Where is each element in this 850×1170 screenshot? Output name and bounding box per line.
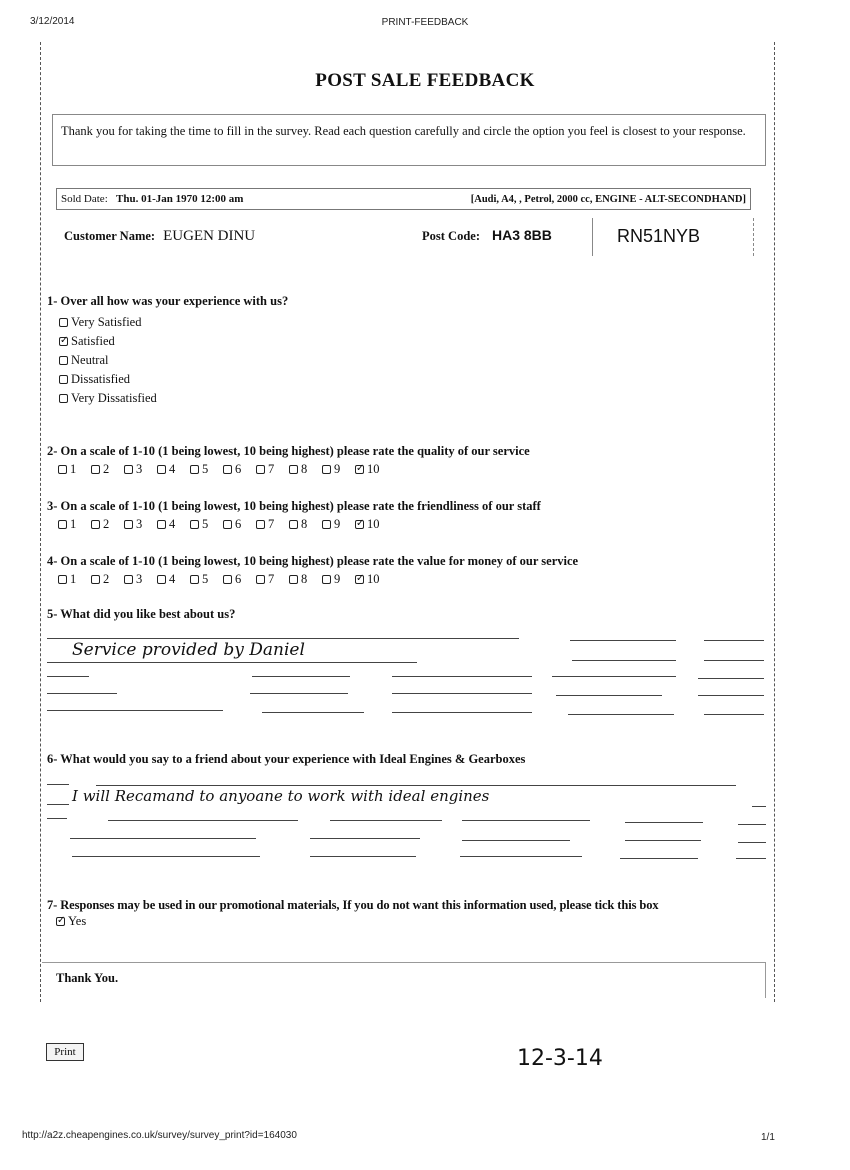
q4-option[interactable]: 2 — [91, 572, 124, 587]
checkbox-icon[interactable] — [322, 520, 331, 529]
checkbox-icon[interactable] — [322, 465, 331, 474]
checkbox-checked-icon[interactable] — [56, 917, 65, 926]
answer-line — [704, 714, 764, 715]
answer-line — [47, 710, 223, 711]
q2-option[interactable]: 4 — [157, 462, 190, 477]
answer-line — [460, 856, 582, 857]
checkbox-icon[interactable] — [223, 575, 232, 584]
q4-option[interactable]: 3 — [124, 572, 157, 587]
q3-option[interactable]: 6 — [223, 517, 256, 532]
q1-option[interactable] — [59, 370, 157, 389]
question-2: 2- On a scale of 1-10 (1 being lowest, 10 being highest) please rate the quality of our service — [47, 444, 530, 458]
q1-option-label: Very Satisfied — [71, 315, 142, 329]
question-6: 6- What would you say to a friend about your experience with Ideal Engines & Gearboxes — [47, 752, 526, 766]
checkbox-icon[interactable] — [58, 465, 67, 474]
checkbox-icon[interactable] — [223, 465, 232, 474]
checkbox-icon[interactable] — [58, 520, 67, 529]
checkbox-checked-icon[interactable] — [59, 337, 68, 346]
checkbox-icon[interactable] — [289, 465, 298, 474]
q3-option[interactable]: 3 — [124, 517, 157, 532]
answer-line — [625, 822, 703, 823]
checkbox-icon[interactable] — [256, 520, 265, 529]
checkbox-icon[interactable] — [59, 394, 68, 403]
print-title: PRINT-FEEDBACK — [381, 17, 469, 28]
answer-line — [70, 838, 256, 839]
post-code — [422, 227, 552, 245]
post-code-label: Post Code: — [422, 229, 480, 243]
checkbox-icon[interactable] — [256, 465, 265, 474]
answer-line — [738, 842, 766, 843]
q3-option[interactable]: 8 — [289, 517, 322, 532]
answer-line — [462, 840, 570, 841]
q4-option[interactable]: 9 — [322, 572, 355, 587]
answer-line — [310, 838, 420, 839]
answer-line — [738, 824, 766, 825]
checkbox-icon[interactable] — [322, 575, 331, 584]
q2-option[interactable]: ✓ 10 — [355, 462, 388, 477]
answer-line — [47, 784, 69, 785]
checkbox-icon[interactable] — [289, 575, 298, 584]
answer-line — [47, 676, 89, 677]
checkbox-icon[interactable] — [124, 520, 133, 529]
answer-line — [698, 678, 764, 679]
q3-option[interactable]: 2 — [91, 517, 124, 532]
q1-options — [59, 313, 157, 408]
answer-line — [570, 640, 676, 641]
form-title: POST SALE FEEDBACK — [315, 70, 535, 91]
print-button[interactable]: Print — [46, 1043, 84, 1061]
checkbox-icon[interactable] — [59, 318, 68, 327]
question-1: 1- Over all how was your experience with us? — [47, 294, 289, 308]
answer-line — [96, 785, 736, 786]
sold-date-label: Sold Date: — [61, 193, 108, 205]
customer-name — [64, 227, 255, 245]
checkbox-icon[interactable] — [256, 575, 265, 584]
thank-you-box — [42, 962, 766, 998]
page-number: 1/1 — [761, 1132, 775, 1143]
q4-option[interactable]: 6 — [223, 572, 256, 587]
q1-option[interactable] — [59, 332, 157, 351]
question-7: 7- Responses may be used in our promotional materials, If you do not want this information used, please tick this box — [47, 898, 659, 912]
q1-option[interactable] — [59, 389, 157, 408]
answer-line — [330, 820, 442, 821]
answer-line — [568, 714, 674, 715]
q4-option[interactable]: 8 — [289, 572, 322, 587]
q3-option[interactable]: ✓ 10 — [355, 517, 388, 532]
customer-name-label: Customer Name: — [64, 229, 156, 243]
answer-line — [72, 856, 260, 857]
checkbox-icon[interactable] — [190, 575, 199, 584]
checkbox-checked-icon[interactable] — [355, 575, 364, 584]
q6-handwritten-answer: I will Recamand to anyoane to work with ideal engines — [72, 787, 490, 805]
q3-option[interactable]: 7 — [256, 517, 289, 532]
answer-line — [462, 820, 590, 821]
answer-line — [552, 676, 676, 677]
intro-text: Thank you for taking the time to fill in the survey. Read each question carefully and circle the option you feel is closest to your response. — [61, 124, 746, 138]
q1-option-label: Dissatisfied — [71, 372, 131, 386]
registration-number: RN51NYB — [617, 226, 701, 246]
sold-date — [61, 193, 243, 205]
answer-line — [392, 693, 532, 694]
answer-line — [698, 695, 764, 696]
q4-option[interactable]: 1 — [58, 572, 91, 587]
q2-option[interactable]: 8 — [289, 462, 322, 477]
q7-option[interactable] — [56, 914, 86, 929]
checkbox-icon[interactable] — [289, 520, 298, 529]
answer-line — [108, 820, 298, 821]
question-3: 3- On a scale of 1-10 (1 being lowest, 10 being highest) please rate the friendliness of our staff — [47, 499, 541, 513]
answer-line — [736, 858, 766, 859]
answer-line — [47, 693, 117, 694]
checkbox-icon[interactable] — [91, 465, 100, 474]
q3-option[interactable]: 4 — [157, 517, 190, 532]
sold-date-box — [56, 188, 751, 210]
q3-option[interactable]: 1 — [58, 517, 91, 532]
checkbox-icon[interactable] — [91, 575, 100, 584]
q2-option[interactable]: 7 — [256, 462, 289, 477]
answer-line — [262, 712, 364, 713]
q5-handwritten-answer: Service provided by Daniel — [72, 640, 305, 660]
checkbox-icon[interactable] — [157, 465, 166, 474]
answer-line — [556, 695, 662, 696]
answer-line — [392, 676, 532, 677]
q2-option[interactable]: 9 — [322, 462, 355, 477]
answer-line — [310, 856, 416, 857]
checkbox-icon[interactable] — [59, 356, 68, 365]
question-4: 4- On a scale of 1-10 (1 being lowest, 10 being highest) please rate the value for money of our service — [47, 554, 579, 568]
q2-scale — [58, 462, 388, 477]
checkbox-icon[interactable] — [91, 520, 100, 529]
checkbox-icon[interactable] — [124, 575, 133, 584]
checkbox-checked-icon[interactable] — [355, 520, 364, 529]
checkbox-icon[interactable] — [190, 465, 199, 474]
answer-line — [47, 662, 417, 663]
question-5: 5- What did you like best about us? — [47, 607, 236, 621]
page-url: http://a2z.cheapengines.co.uk/survey/survey_print?id=164030 — [22, 1130, 297, 1141]
answer-line — [620, 858, 698, 859]
checkbox-icon[interactable] — [157, 520, 166, 529]
answer-line — [752, 806, 766, 807]
sold-date-value: Thu. 01-Jan 1970 12:00 am — [116, 193, 244, 205]
q4-scale — [58, 572, 388, 587]
answer-line — [704, 640, 764, 641]
answer-line — [572, 660, 676, 661]
customer-name-value: EUGEN DINU — [163, 228, 256, 244]
checkbox-icon[interactable] — [59, 375, 68, 384]
q1-option-label: Very Dissatisfied — [71, 391, 157, 405]
intro-box — [52, 114, 766, 166]
q2-option[interactable]: 1 — [58, 462, 91, 477]
checkbox-icon[interactable] — [190, 520, 199, 529]
q4-option[interactable]: 5 — [190, 572, 223, 587]
q3-option[interactable]: 5 — [190, 517, 223, 532]
print-date: 3/12/2014 — [30, 16, 75, 27]
checkbox-icon[interactable] — [124, 465, 133, 474]
q1-option-label: Satisfied — [71, 334, 115, 348]
answer-line — [625, 840, 701, 841]
answer-line — [392, 712, 532, 713]
registration-box — [592, 218, 754, 256]
answer-line — [47, 638, 519, 639]
q3-option[interactable]: 9 — [322, 517, 355, 532]
q2-option[interactable]: 3 — [124, 462, 157, 477]
answer-line — [250, 693, 348, 694]
q7-option-label: Yes — [68, 914, 87, 928]
vehicle-details: [Audi, A4, , Petrol, 2000 cc, ENGINE - ALT-SECONDHAND] — [470, 194, 746, 205]
answer-line — [704, 660, 764, 661]
handwritten-date: 12-3-14 — [517, 1046, 603, 1071]
q4-option[interactable]: 7 — [256, 572, 289, 587]
answer-line — [47, 804, 69, 805]
q1-option[interactable] — [59, 313, 157, 332]
q2-option[interactable]: 6 — [223, 462, 256, 477]
q1-option[interactable] — [59, 351, 157, 370]
post-code-value: HA3 8BB — [491, 227, 552, 243]
q2-option[interactable]: 5 — [190, 462, 223, 477]
answer-line — [252, 676, 350, 677]
q3-scale — [58, 517, 388, 532]
q4-option[interactable]: 4 — [157, 572, 190, 587]
q2-option[interactable]: 2 — [91, 462, 124, 477]
q4-option[interactable]: ✓ 10 — [355, 572, 388, 587]
answer-line — [47, 818, 67, 819]
checkbox-checked-icon[interactable] — [355, 465, 364, 474]
checkbox-icon[interactable] — [58, 575, 67, 584]
q1-option-label: Neutral — [71, 353, 109, 367]
checkbox-icon[interactable] — [223, 520, 232, 529]
checkbox-icon[interactable] — [157, 575, 166, 584]
thank-you-text: Thank You. — [56, 971, 119, 985]
